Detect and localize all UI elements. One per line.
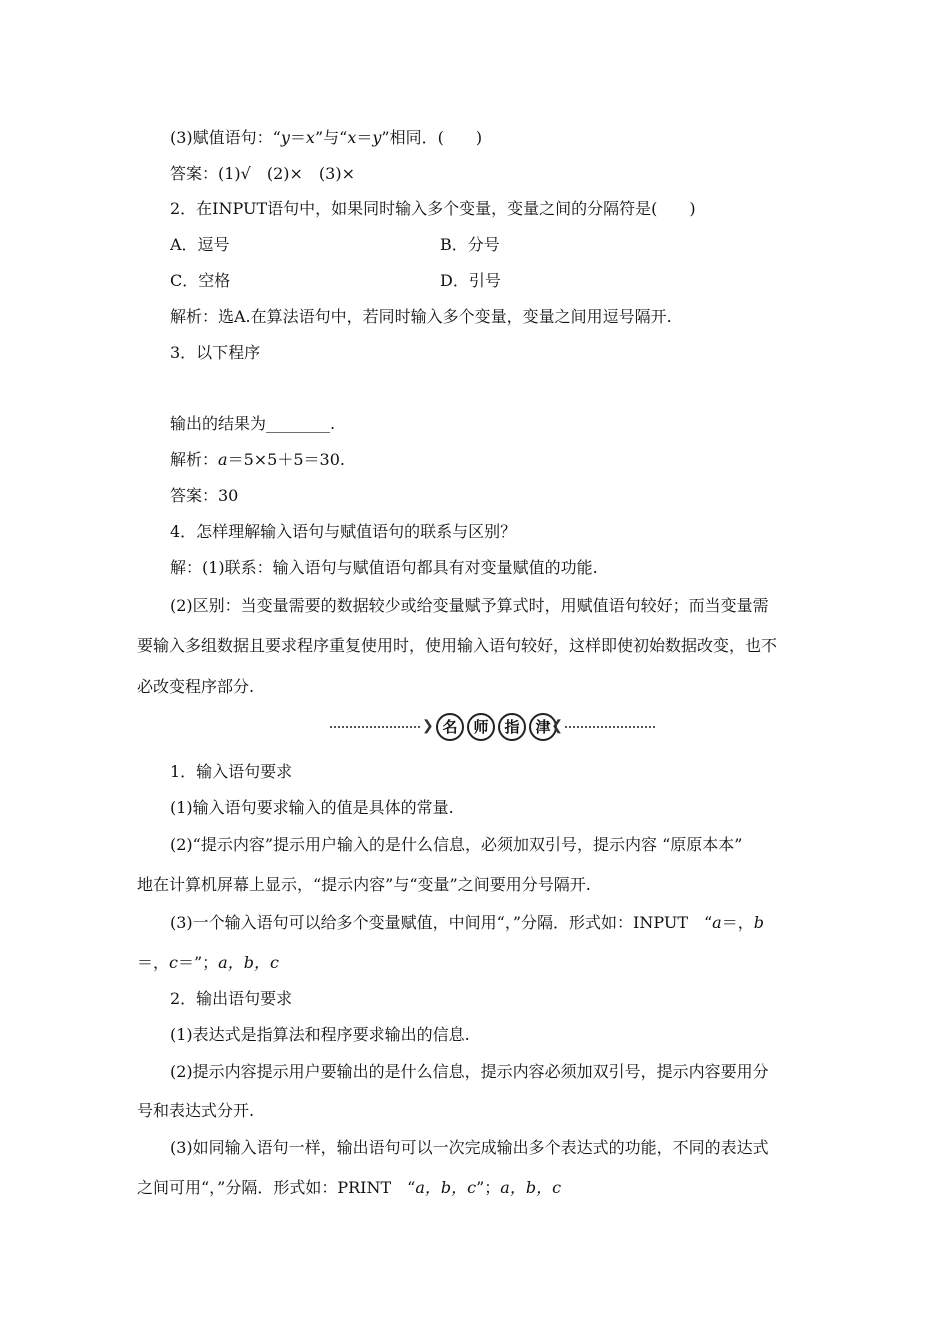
banner-char: 津	[529, 713, 557, 741]
banner-char: 指	[498, 713, 526, 741]
banner-char: 师	[467, 713, 495, 741]
tips-input-2-line2: 地在计算机屏幕上显示，“提示内容”与“变量”之间要用分号隔开.	[137, 875, 591, 894]
answer-1: 答案：(1)√ (2)× (3)×	[170, 164, 356, 183]
tips-output-2-line2: 号和表达式分开.	[137, 1101, 255, 1120]
solution-4-part2-line3: 必改变程序部分.	[137, 677, 255, 696]
section-banner	[330, 713, 655, 741]
q1-item3: (3)赋值语句：“y＝x”与“x＝y”相同．( )	[170, 128, 483, 147]
tips-output-3-line1: (3)如同输入语句一样，输出语句可以一次完成输出多个表达式的功能，不同的表达式	[170, 1138, 769, 1157]
tips-heading-1: 1．输入语句要求	[170, 762, 293, 781]
banner-dots-right	[565, 726, 655, 728]
tips-heading-2: 2．输出语句要求	[170, 989, 293, 1008]
analysis-2: 解析：选A.在算法语句中，若同时输入多个变量，变量之间用逗号隔开.	[170, 307, 672, 326]
tips-output-1: (1)表达式是指算法和程序要求输出的信息.	[170, 1025, 470, 1044]
tips-output-3-line2: 之间可用“，”分隔．形式如：PRINT “a，b，c”；a，b，c	[137, 1178, 562, 1197]
answer-3: 答案：30	[170, 486, 239, 505]
tips-input-3-line2: ＝，c＝”；a，b，c	[137, 953, 279, 972]
question-3-output: 输出的结果为________.	[170, 414, 336, 433]
chevron-right-icon: ❯	[422, 718, 434, 734]
tips-input-3-line1: (3)一个输入语句可以给多个变量赋值，中间用“，”分隔．形式如：INPUT “a＝，b	[170, 913, 764, 932]
solution-4-part2-line1: (2)区别：当变量需要的数据较少或给变量赋予算式时，用赋值语句较好；而当变量需	[170, 596, 769, 615]
tips-input-2-line1: (2)“提示内容”提示用户输入的是什么信息，必须加双引号，提示内容 “原原本本”	[170, 835, 743, 854]
question-3: 3．以下程序	[170, 343, 261, 362]
option-a: A．逗号	[170, 235, 230, 254]
banner-dots-left	[330, 726, 420, 728]
solution-4-part1: 解：(1)联系：输入语句与赋值语句都具有对变量赋值的功能.	[170, 558, 598, 577]
question-4: 4．怎样理解输入语句与赋值语句的联系与区别？	[170, 522, 517, 541]
chevron-left-icon: ❮	[551, 718, 563, 734]
option-b: B．分号	[440, 235, 500, 254]
option-c: C．空格	[170, 271, 231, 290]
banner-title	[436, 713, 557, 741]
option-d: D．引号	[440, 271, 501, 290]
question-2: 2．在INPUT语句中，如果同时输入多个变量，变量之间的分隔符是( )	[170, 199, 696, 218]
tips-input-1: (1)输入语句要求输入的值是具体的常量.	[170, 798, 454, 817]
analysis-3: 解析：a＝5×5＋5＝30.	[170, 450, 345, 469]
banner-char: 名	[436, 713, 464, 741]
tips-output-2-line1: (2)提示内容提示用户要输出的是什么信息，提示内容必须加双引号，提示内容要用分	[170, 1062, 769, 1081]
solution-4-part2-line2: 要输入多组数据且要求程序重复使用时，使用输入语句较好，这样即使初始数据改变，也不	[137, 636, 778, 655]
